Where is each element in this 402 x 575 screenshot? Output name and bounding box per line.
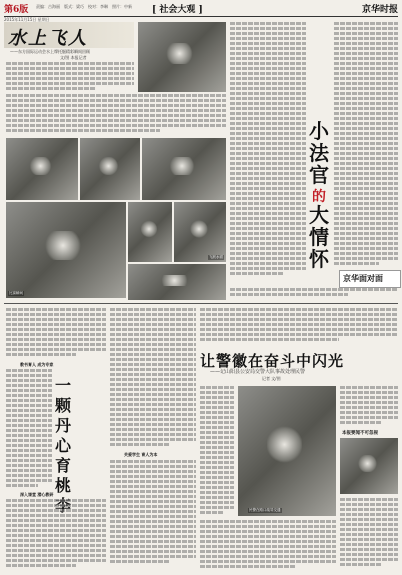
section-divider	[4, 303, 398, 304]
article1-author: 文/图 本报记者	[60, 55, 87, 60]
police-text-2	[200, 386, 234, 516]
teacher-title-char-4: 心	[54, 436, 71, 455]
interview-box	[339, 270, 401, 288]
jetski-photo-7	[174, 202, 226, 262]
feature-title-char-2: 法	[309, 141, 329, 165]
photo-caption-2: 飞跃水面	[209, 255, 223, 259]
teacher-title-char-2: 颗	[54, 396, 71, 415]
article1-subtitle: ——东方国际运动会水上摩托艇精彩瞬间回顾	[10, 49, 90, 54]
masthead: 京华时报	[361, 5, 398, 15]
teacher-title-char-3: 丹	[54, 416, 71, 435]
police-text-3	[200, 520, 336, 572]
teacher-section-head-2: 深入课堂 潜心教研	[20, 492, 54, 497]
issue-date: 2015年11月15日 星期日	[4, 17, 50, 22]
feature-text-end	[230, 288, 398, 300]
teacher-title-char-5: 育	[54, 456, 71, 475]
right-text-1	[340, 386, 398, 426]
police-text-1	[200, 308, 398, 346]
police-photo	[238, 386, 336, 516]
editor-meta: 责编：古海丽 版式：梁巧 校对：李琳 照片：中新	[36, 4, 132, 9]
section-title: [ 社会大观 ]	[152, 5, 203, 15]
teacher-text-2	[6, 369, 52, 489]
jetski-photo-6	[128, 202, 172, 262]
jetski-photo-5	[6, 202, 126, 298]
feature-title-char-6: 情	[309, 225, 329, 249]
page-header	[4, 2, 398, 17]
right-text-2	[340, 498, 398, 570]
teacher-vertical-title	[54, 376, 72, 516]
teacher-title-char-1: 一	[54, 376, 71, 395]
teacher-text-5	[110, 460, 196, 570]
teacher-text-3	[6, 499, 106, 571]
jetski-photo-1	[138, 22, 226, 92]
feature-title-char-7: 怀	[309, 247, 329, 271]
jetski-photo-4	[142, 138, 226, 200]
feature-text-col-2	[334, 22, 398, 267]
article1-title: 水上飞人	[8, 28, 88, 49]
feature-title-char-5: 大	[309, 203, 329, 227]
interview-box-label: 京华面对面	[343, 273, 383, 283]
photo-caption: 比赛瞬间	[9, 291, 23, 295]
feature-title-char-1: 小	[309, 119, 329, 143]
jetski-photo-3	[80, 138, 140, 200]
teacher-text-1	[6, 308, 106, 360]
article1-text-1	[6, 62, 134, 92]
police-photo-caption: 民警在路口疏导交通	[249, 508, 281, 512]
teacher-title-char-6: 桃	[54, 476, 71, 495]
edition-label: 第6版	[4, 5, 29, 15]
teacher-section-head-1: 教书育人 成为专家	[20, 362, 54, 367]
police-article-title: 让警徽在奋斗中闪光	[200, 352, 345, 370]
jetski-photo-2	[6, 138, 78, 200]
feature-title-char-4: 的	[312, 189, 326, 205]
police-article-subtitle: ——记山阳县公安局交警大队事故处理民警	[210, 369, 306, 375]
article1-text-2	[6, 94, 226, 134]
feature-text-col-1	[230, 22, 306, 300]
right-photo	[340, 438, 398, 494]
teacher-text-4	[110, 308, 196, 448]
feature-title-char-3: 官	[309, 163, 329, 187]
jetski-photo-8	[128, 264, 226, 300]
teacher-section-head-3: 关爱学生 育人为本	[124, 452, 158, 457]
right-article-title: 本报要闻不可忽视	[342, 431, 378, 436]
police-article-author: 记者 文/图	[262, 376, 281, 381]
